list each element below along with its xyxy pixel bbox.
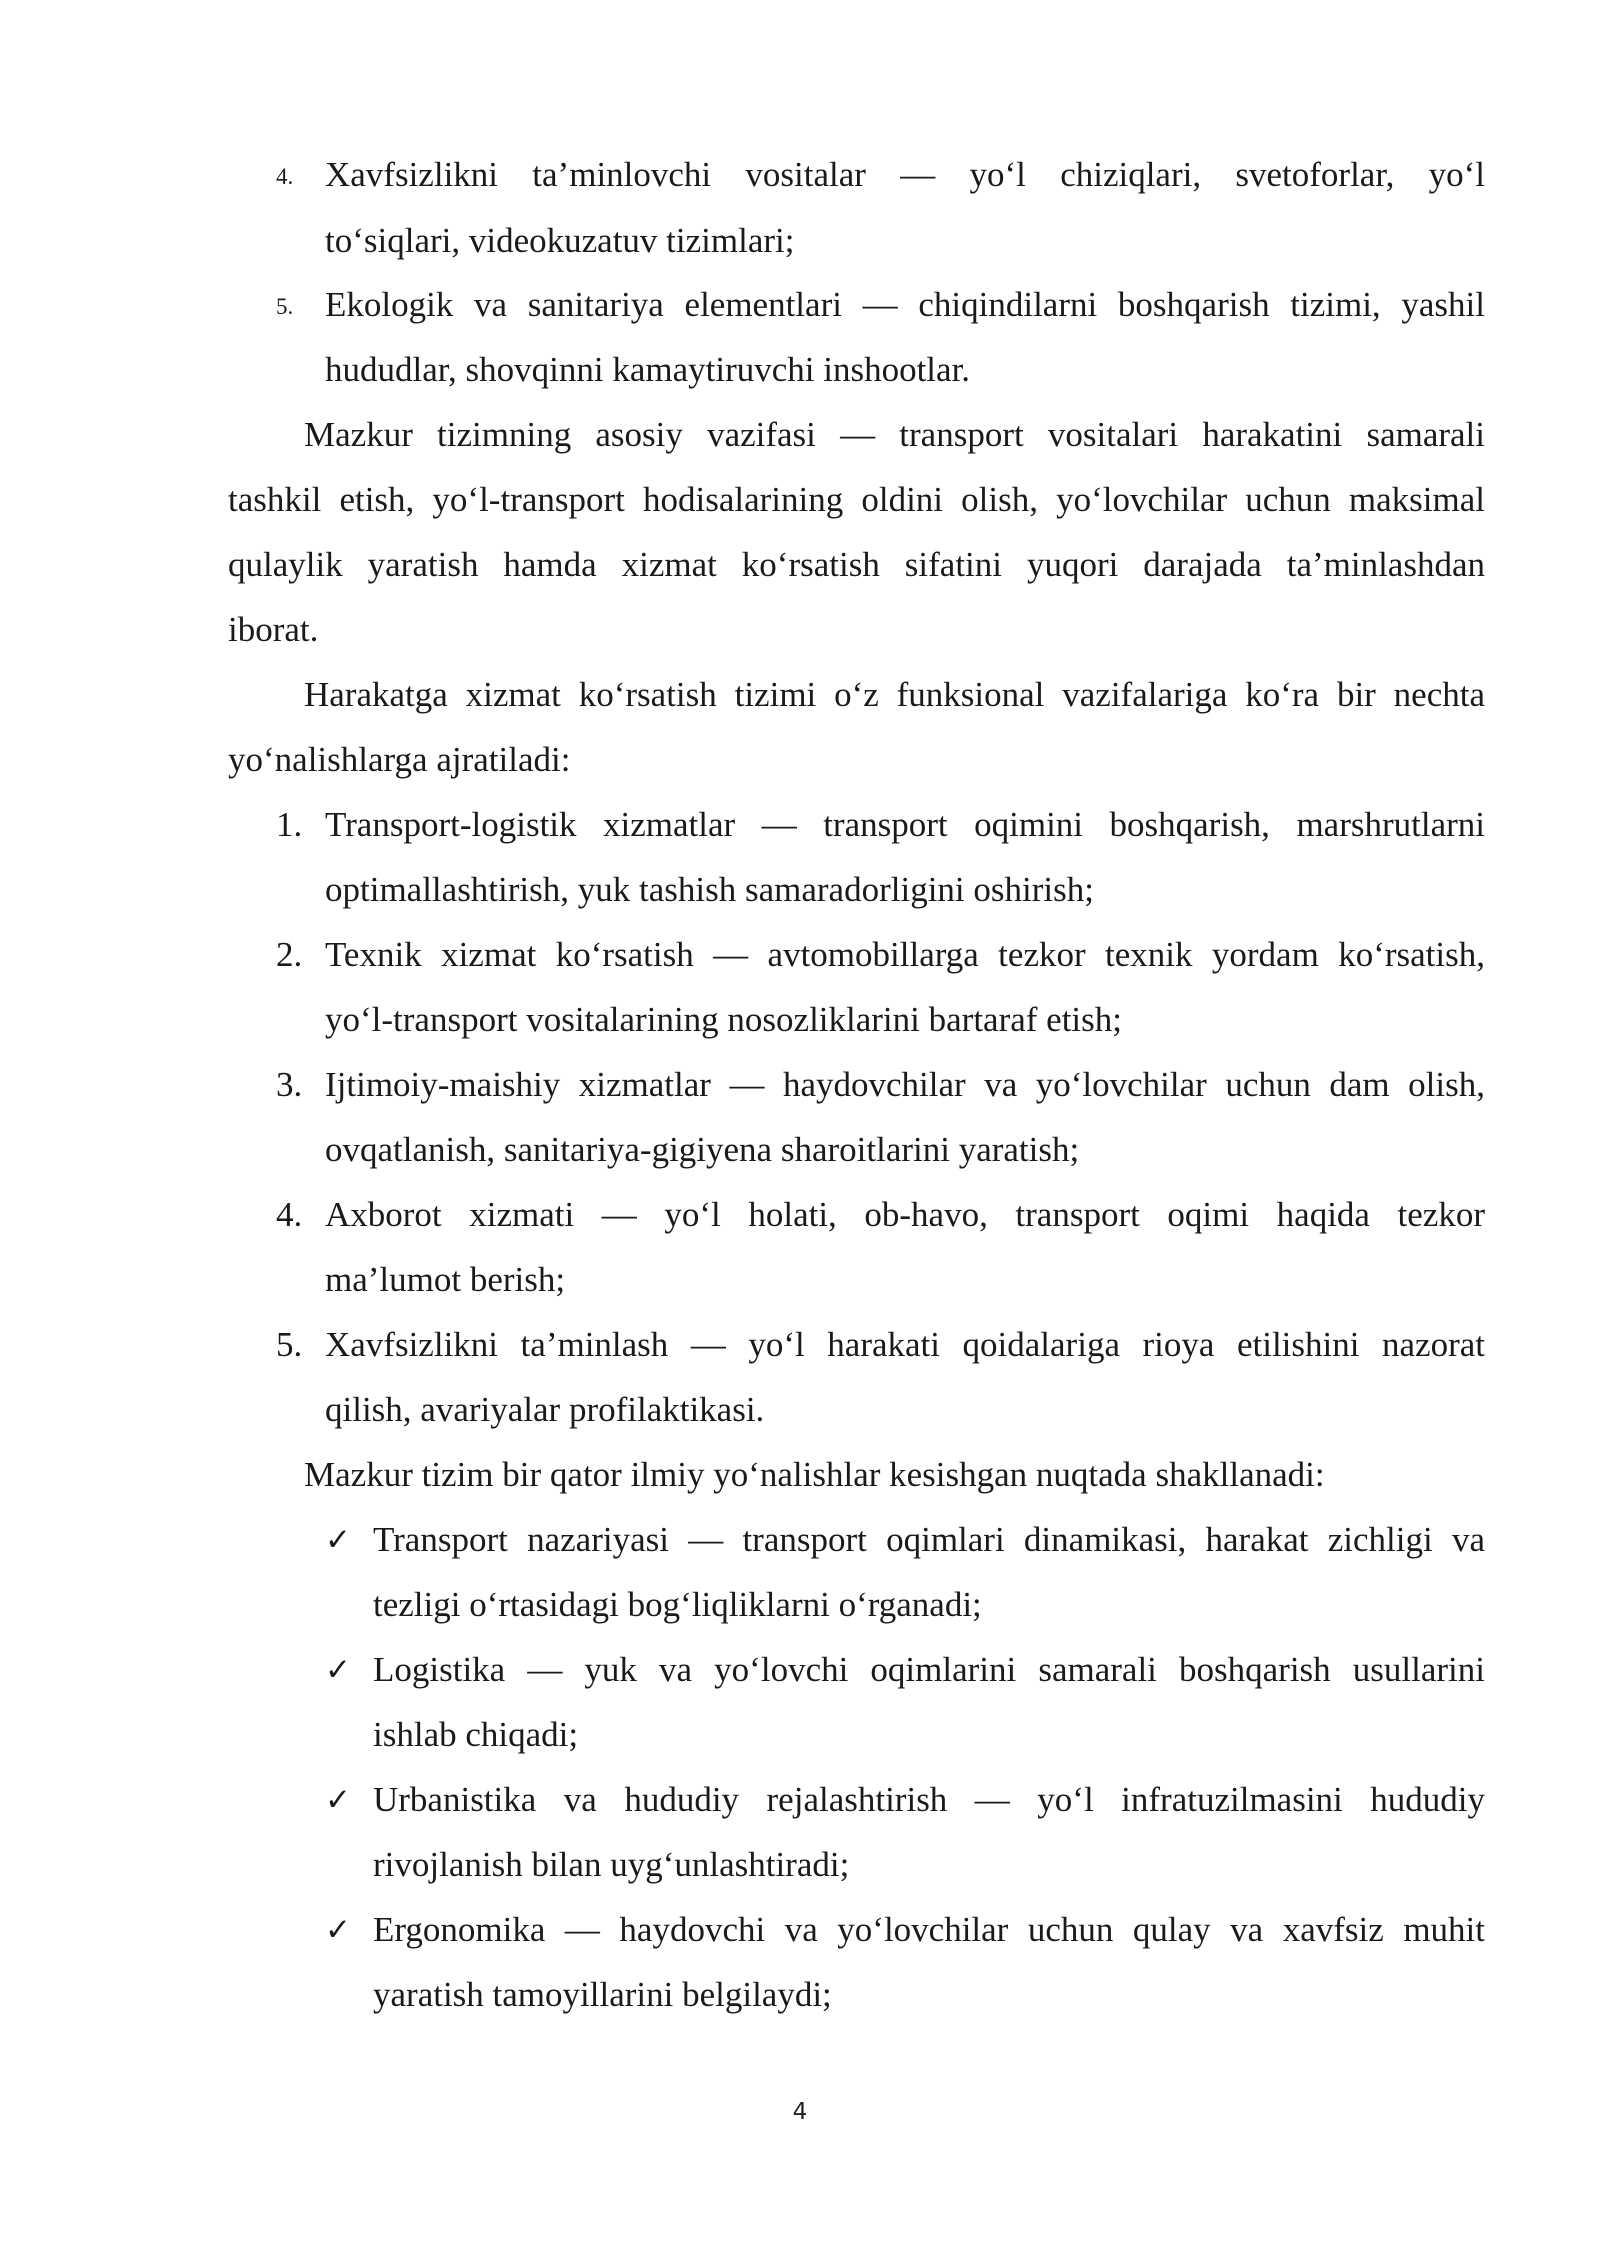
list-number: 4.: [276, 1195, 303, 1234]
check-item-text: ishlab chiqadi;: [373, 1715, 579, 1754]
list-item-text: Ijtimoiy-maishiy xizmatlar — haydovchilar va yo‘lovchilar uchun dam olish,: [325, 1065, 1485, 1104]
list-number: 3.: [276, 1065, 303, 1104]
list-number: 5.: [276, 294, 294, 319]
paragraph-line: Harakatga xizmat ko‘rsatish tizimi o‘z funksional vazifalariga ko‘ra bir nechta: [304, 675, 1485, 714]
check-item-text: Urbanistika va hududiy rejalashtirish — yo‘l infratuzilmasini hududiy: [373, 1780, 1485, 1819]
list-number: 2.: [276, 935, 303, 974]
list-number: 4.: [276, 164, 294, 189]
paragraph-line: tashkil etish, yo‘l-transport hodisalarining oldini olish, yo‘lovchilar uchun maksimal: [228, 480, 1485, 519]
paragraph-line: qulaylik yaratish hamda xizmat ko‘rsatish sifatini yuqori darajada ta’minlashdan: [228, 545, 1485, 584]
list-item-text: Xavfsizlikni ta’minlovchi vositalar — yo‘l chiziqlari, svetoforlar, yo‘l: [325, 155, 1485, 194]
check-item-text: Transport nazariyasi — transport oqimlari dinamikasi, harakat zichligi va: [373, 1520, 1485, 1559]
list-item-text: Ekologik va sanitariya elementlari — chiqindilarni boshqarish tizimi, yashil: [325, 285, 1485, 324]
check-icon: ✓: [325, 1912, 351, 1948]
list-item-text: ovqatlanish, sanitariya-gigiyena sharoitlarini yaratish;: [325, 1130, 1080, 1169]
page-number: 4: [792, 2099, 808, 2125]
check-item-text: Logistika — yuk va yo‘lovchi oqimlarini samarali boshqarish usullarini: [373, 1650, 1485, 1689]
check-icon: ✓: [325, 1522, 351, 1558]
list-item-text: hududlar, shovqinni kamaytiruvchi inshootlar.: [325, 350, 971, 389]
list-item-text: yo‘l-transport vositalarining nosozliklarini bartaraf etish;: [325, 1000, 1123, 1039]
paragraph: Mazkur tizim bir qator ilmiy yo‘nalishlar kesishgan nuqtada shakllanadi:: [304, 1455, 1325, 1494]
list-number: 1.: [276, 805, 303, 844]
list-number: 5.: [276, 1325, 303, 1364]
paragraph-line: yo‘nalishlarga ajratiladi:: [228, 740, 571, 779]
list-item-text: optimallashtirish, yuk tashish samaradorligini oshirish;: [325, 870, 1094, 909]
list-item-text: to‘siqlari, videokuzatuv tizimlari;: [325, 221, 795, 260]
paragraph-line: Mazkur tizimning asosiy vazifasi — transport vositalari harakatini samarali: [304, 415, 1485, 454]
list-item-text: Transport-logistik xizmatlar — transport oqimini boshqarish, marshrutlarni: [325, 805, 1485, 844]
check-icon: ✓: [325, 1652, 351, 1688]
list-item-text: Xavfsizlikni ta’minlash — yo‘l harakati qoidalariga rioya etilishini nazorat: [325, 1325, 1485, 1364]
list-item-text: Axborot xizmati — yo‘l holati, ob-havo, transport oqimi haqida tezkor: [325, 1195, 1485, 1234]
list-item-text: ma’lumot berish;: [325, 1260, 566, 1299]
check-item-text: yaratish tamoyillarini belgilaydi;: [373, 1975, 832, 2014]
check-item-text: Ergonomika — haydovchi va yo‘lovchilar uchun qulay va xavfsiz muhit: [373, 1910, 1485, 1949]
check-item-text: tezligi o‘rtasidagi bog‘liqliklarni o‘rganadi;: [373, 1585, 982, 1624]
check-item-text: rivojlanish bilan uyg‘unlashtiradi;: [373, 1845, 850, 1884]
paragraph-line: iborat.: [228, 610, 319, 649]
list-item-text: Texnik xizmat ko‘rsatish — avtomobillarga tezkor texnik yordam ko‘rsatish,: [325, 935, 1485, 974]
list-item-text: qilish, avariyalar profilaktikasi.: [325, 1390, 765, 1429]
check-icon: ✓: [325, 1782, 351, 1818]
